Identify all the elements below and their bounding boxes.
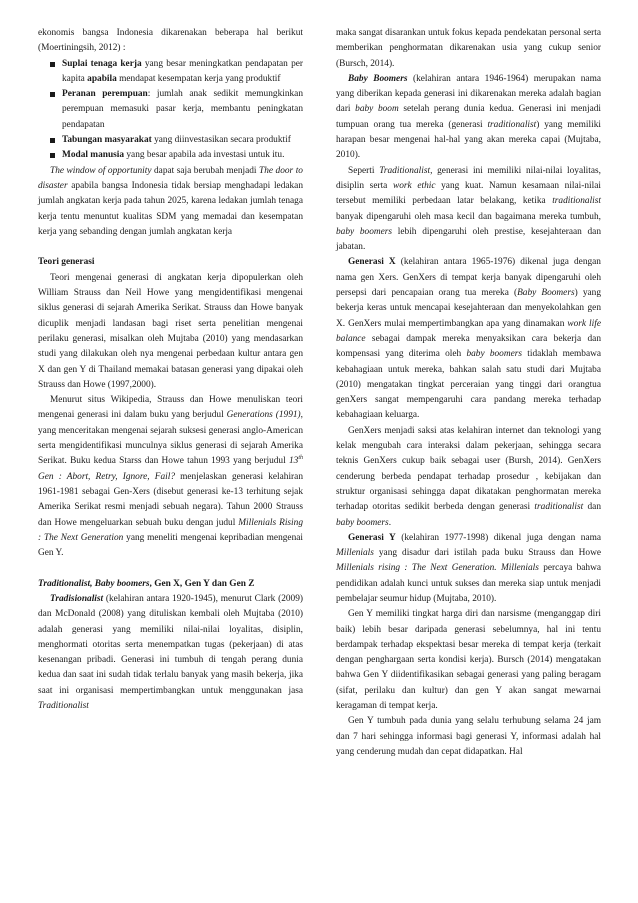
generasi-x-paragraph: Generasi X (kelahiran antara 1965-1976) dikenal juga dengan nama gen Xers. GenXers di tempat kerja banyak dipengaruhi oleh persepsi dari pencapaian orang tua mereka (Baby Boomers) yang bekerja keras untuk mencapai kesejahteraan dan menyekolahkan gen X. GenXers mulai mempertimbangkan apa yang dinamakan work life balance sebagai dampak mereka menyaksikan cara bekerja dan kompensasi yang diterima oleh baby boomers tidaklah membawa kebahagiaan untuk mereka, bahkan salah satu studi dari Mujtaba (2010) mengatakan tingkat perceraian yang tinggi dari orangtua genXers sangat mempengaruhi cara pandang mereka terhadap kebahagiaan keluarga. [336, 257, 601, 421]
intro-paragraph: ekonomis bangsa Indonesia dikarenakan beberapa hal berikut (Moertiningsih, 2012) : [38, 28, 303, 54]
teori-paragraph: Teori mengenai generasi di angkatan kerja dipopulerkan oleh William Strauss dan Neil Howe yang mengidentifikasi mengenai siklus generasi di sejarah Amerika Serikat. Strauss dan Howe banyak dicuplik menjadi landasan bagi riset serta penelitian mengenai perilaku generasi, misalkan oleh Mujtaba (2010) yang mendasarkan studi yang dilakukan oleh nya mengenai perbedaan kultur antara gen X dan gen Y di Thailand memakai batasan generasi yang dipakai oleh Strauss dan Howe (1997,2000). [38, 272, 303, 390]
bullet-item [48, 148, 303, 163]
factor-bullet-list [38, 57, 303, 164]
continuation-paragraph: maka sangat disarankan untuk fokus kepada pendekatan personal serta memberikan penghormatan dikarenakan usia yang cukup senior (Bursch, 2014). [336, 28, 601, 69]
gen-y-traits-paragraph: Gen Y memiliki tingkat harga diri dan narsisme (menganggap diri baik) lebih besar daripada generasi sebelumnya, hal ini tentu berdampak terhadap ekspektasi besar mereka di tempat kerja (terkait dengan penghargaan serta kondisi kerja). Bursch (2014) mengatakan bahwa Gen Y diidentifikasikan sebagai generasi yang paling beragam (sifat, perilaku dan kultur) dan gen Y akan sangat mewarnai keragaman di tempat kerja. [336, 609, 601, 712]
bullet-item [48, 57, 303, 88]
bullet-term: Peranan perempuan [62, 89, 148, 100]
bullet-text: yang diinvestasikan secara produktif [151, 135, 291, 146]
baby-boomers-paragraph: Baby Boomers (kelahiran antara 1946-1964) merupakan nama yang diberikan kepada generasi ini dikarenakan mereka adalah bagian dari baby boom setelah perang dunia kedua. Generasi ini menjadi tumpuan orang tua mereka (generasi traditionalist) yang memiliki harapan besar mengenai hal-hal yang akan mereka capai (Mujtaba, 2010). [336, 73, 601, 161]
left-column [38, 26, 303, 714]
bullet-square-icon [50, 92, 55, 97]
bullet-item [48, 87, 303, 133]
bullet-item [48, 133, 303, 148]
bullet-square-icon [50, 153, 55, 158]
bullet-square-icon [50, 62, 55, 67]
bullet-term-2: apabila [87, 73, 117, 84]
wiki-paragraph: Menurut situs Wikipedia, Strauss dan Howe menuliskan teori mengenai generasi ini dalam buku yang berjudul Generations (1991), yang menceritakan mengenai sejarah suksesi generasi anglo-American serta mengidentifikasi munculnya siklus generasi di sejarah Amerika Serikat. Buku kedua Starss dan Howe tahun 1993 yang berjudul 13th Gen : Abort, Retry, Ignore, Fail? menjelaskan generasi kelahiran 1961-1981 sebagai Gen-Xers (disebut generasi ke-13 terhitung sejak Amerika Serikat resmi menjadi sebuah negara). Tahun 2000 Strauss dan Howe mengeluarkan sebuah buku dengan judul Millenials Rising : The Next Generation yang meneliti mengenai kepribadian mengenai Gen Y. [38, 395, 303, 559]
bullet-text-rest: mendapat kesempatan kerja yang produktif [116, 73, 281, 84]
genxers-saksi-paragraph: GenXers menjadi saksi atas kelahiran internet dan teknologi yang kelak mengubah cara interaksi dalam pekerjaan, sehingga secara teknis GenXers cukup baik sebagai user (Bursh, 2014). GenXers cenderung berbeda pendapat terhadap prosedur , kebijakan dan struktur organisasi sehingga dapat dikatakan penghormatan mereka terhadap otoritas sedikit berbeda dengan generasi traditionalist dan baby boomers. [336, 425, 601, 528]
bullet-square-icon [50, 138, 55, 143]
right-column [336, 26, 601, 760]
section-heading-generations: Traditionalist, Baby boomers, Gen X, Gen Y dan Gen Z [38, 578, 255, 589]
bullet-term: Tabungan masyarakat [62, 135, 152, 146]
generasi-y-paragraph: Generasi Y (kelahiran 1977-1998) dikenal juga dengan nama Millenials yang disadur dari istilah pada buku Strauss dan Howe Millenials rising : The Next Generation. Millenials percaya bahwa pendidikan adalah kunci untuk sukses dan mereka siap untuk menjadi pembelajar seumur hidup (Mujtaba, 2010). [336, 532, 602, 604]
bullet-text: yang besar meningkatkan pendapatan per kapita [62, 58, 304, 84]
gen-y-tumbuh-paragraph: Gen Y tumbuh pada dunia yang selalu terhubung selama 24 jam dan 7 hari sehingga informasi bagi generasi Y, informasi adalah hal yang cenderung mudah dan cepat didapatkan. Hal [336, 716, 601, 757]
section-heading-teori: Teori generasi [38, 257, 95, 268]
bullet-term: Modal manusia [62, 150, 125, 161]
traditionalist-paragraph: Tradisionalist (kelahiran antara 1920-1945), menurut Clark (2009) dan McDonald (2008) yang dituliskan kembali oleh Mujtaba (2010) adalah generasi yang memiliki nilai-nilai loyalitas, disiplin, menghormati otoritas serta menempatkan tugas (pekerjaan) di atas kesenangan pribadi. Generasi ini tumbuh di tengah perang dunia kedua dan saat ini sudah tidak terlalu banyak yang masih bekerja, jika saat ini organisasi mempertimbangkan untuk menggunakan jasa Traditionalist [38, 593, 303, 712]
window-paragraph: The window of opportunity dapat saja berubah menjadi The door to disaster apabila bangsa Indonesia tidak bersiap menghadapi ledakan jumlah angkatan kerja pada tahun 2025, karena ledakan jumlah tenaga kerja tentu menuntut kualitas SDM yang memadai dan kesempatan kerja yang sebanding dengan jumlah angkatan kerja [38, 165, 303, 237]
bullet-text: : jumlah anak sedikit memungkinkan perempuan memasuki pasar kerja, membantu peningkatan pendapatan [62, 89, 304, 130]
bullet-text: yang besar apabila ada investasi untuk itu. [124, 150, 285, 161]
seperti-paragraph: Seperti Traditionalist, generasi ini memiliki nilai-nilai loyalitas, disiplin serta work ethic yang kuat. Namun kesamaan nilai-nilai tersebut memiliki perbedaan latar belakang, ketika traditionalist banyak dipengaruhi oleh masa kecil dan bagaimana mereka tumbuh, baby boomers lebih dipengaruhi oleh prestise, kesejahteraan dan jabatan. [336, 165, 602, 253]
bullet-term: Suplai tenaga kerja [62, 58, 142, 69]
